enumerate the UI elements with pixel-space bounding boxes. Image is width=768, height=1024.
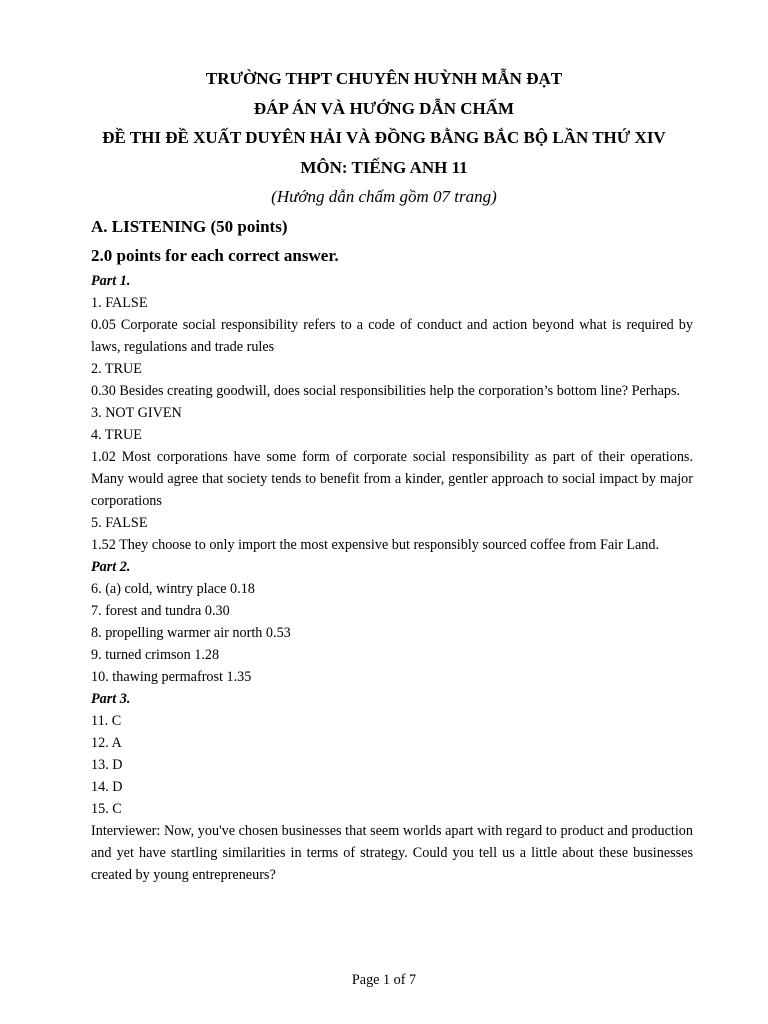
answer-6: 6. (a) cold, wintry place 0.18: [91, 581, 255, 597]
answer-2: 2. TRUE: [91, 361, 142, 377]
answer-14: 14. D: [91, 779, 123, 795]
exam-title: ĐỀ THI ĐỀ XUẤT DUYÊN HẢI VÀ ĐỒNG BẰNG BẮC BỘ LẦN THỨ XIV: [102, 128, 666, 147]
section-title: A. LISTENING (50 points): [91, 217, 288, 236]
answer-9: 9. turned crimson 1.28: [91, 647, 220, 663]
part-2-label: Part 2.: [91, 559, 131, 575]
document-header: [0, 64, 768, 212]
part-1-label: Part 1.: [91, 273, 131, 289]
answer-15: 15. C: [91, 801, 122, 817]
part-2-label-text: Part 2: [91, 559, 127, 575]
part-3-label: Part 3.: [91, 691, 131, 707]
answer-11: 11. C: [91, 713, 122, 729]
school-name: TRƯỜNG THPT CHUYÊN HUỲNH MẪN ĐẠT: [205, 69, 563, 88]
answer-10: 10. thawing permafrost 1.35: [91, 669, 252, 685]
explanation-1: 0.05 Corporate social responsibility refers to a code of conduct and action beyond what is required by laws, regulations and trade rules: [91, 317, 693, 355]
answer-12: 12. A: [91, 735, 122, 751]
answer-13: 13. D: [91, 757, 123, 773]
interview-transcript: Interviewer: Now, you've chosen businesses that seem worlds apart with regard to product and production and yet have startling similarities in terms of strategy. Could you tell us a little about these businesses created by young entrepreneurs?: [91, 823, 693, 883]
answer-4: 4. TRUE: [91, 427, 142, 443]
explanation-4: 1.02 Most corporations have some form of corporate social responsibility as part of their operations. Many would agree that society tends to benefit from a kinder, gentler approach to social impact by major corporations: [91, 449, 693, 509]
answer-1: 1. FALSE: [91, 295, 148, 311]
document-body: [91, 212, 693, 886]
page-count-note: (Hướng dẫn chấm gồm 07 trang): [271, 187, 497, 206]
explanation-5: 1.52 They choose to only import the most expensive but responsibly sourced coffee from Fair Land.: [91, 537, 660, 553]
answer-7: 7. forest and tundra 0.30: [91, 603, 230, 619]
answer-5: 5. FALSE: [91, 515, 148, 531]
explanation-2: 0.30 Besides creating goodwill, does social responsibilities help the corporation’s bottom line? Perhaps.: [91, 383, 681, 399]
answer-3: 3. NOT GIVEN: [91, 405, 182, 421]
document-title: ĐÁP ÁN VÀ HƯỚNG DẪN CHẤM: [253, 98, 515, 118]
subject-title: MÔN: TIẾNG ANH 11: [300, 157, 468, 177]
points-note: 2.0 points for each correct answer.: [91, 246, 339, 265]
answer-8: 8. propelling warmer air north 0.53: [91, 625, 291, 641]
page-number: Page 1 of 7: [351, 972, 417, 988]
